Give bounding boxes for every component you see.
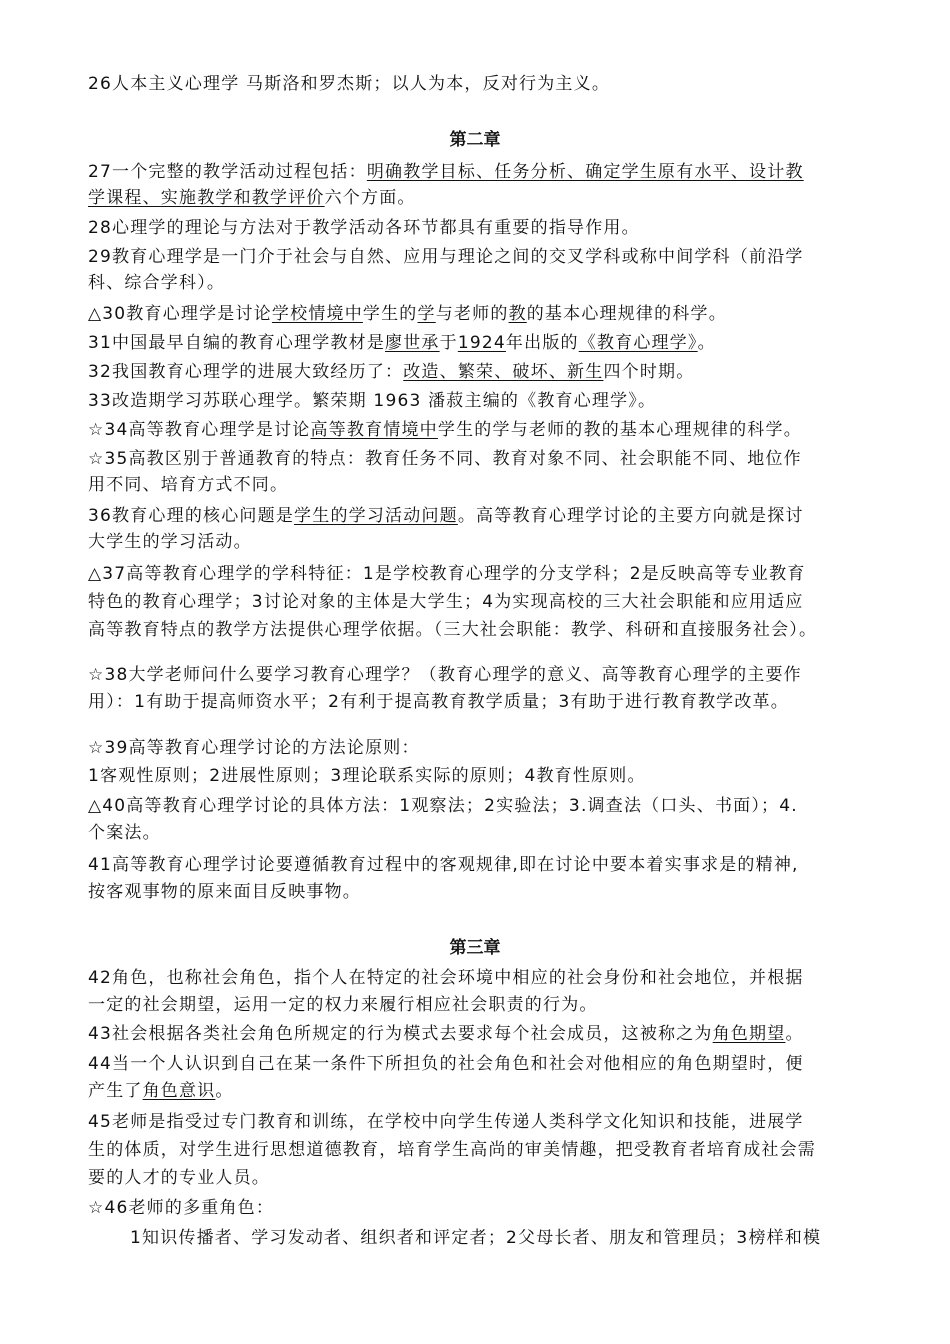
line-42a: 42角色，也称社会角色，指个人在特定的社会环境中相应的社会身份和社会地位，并根据 bbox=[88, 968, 804, 988]
line-45b: 生的体质，对学生进行思想道德教育，培育学生高尚的审美情趣，把受教育者培育成社会需 bbox=[88, 1140, 816, 1160]
line-43: 43社会根据各类社会角色所规定的行为模式去要求每个社会成员，这被称之为角色期望。 bbox=[88, 1024, 804, 1044]
line-33: 33改造期学习苏联心理学。繁荣期 1963 潘菽主编的《教育心理学》。 bbox=[88, 391, 657, 411]
line-40a: △40高等教育心理学讨论的具体方法：1观察法；2实验法；3.调查法（口头、书面）；4. bbox=[88, 796, 798, 816]
line-28: 28心理学的理论与方法对于教学活动各环节都具有重要的指导作用。 bbox=[88, 218, 640, 238]
line-29a: 29教育心理学是一门介于社会与自然、应用与理论之间的交叉学科或称中间学科（前沿学 bbox=[88, 247, 804, 267]
line-32: 32我国教育心理学的进展大致经历了：改造、繁荣、破坏、新生四个时期。 bbox=[88, 362, 695, 382]
chapter-3-heading: 第三章 bbox=[449, 938, 501, 958]
line-44a: 44当一个人认识到自己在某一条件下所担负的社会角色和社会对他相应的角色期望时，便 bbox=[88, 1054, 804, 1074]
line-35b: 用不同、培育方式不同。 bbox=[88, 475, 289, 495]
line-45c: 要的人才的专业人员。 bbox=[88, 1168, 270, 1188]
line-44b: 产生了角色意识。 bbox=[88, 1081, 234, 1101]
line-40b: 个案法。 bbox=[88, 823, 161, 843]
line-26: 26人本主义心理学 马斯洛和罗杰斯；以人为本，反对行为主义。 bbox=[88, 74, 611, 94]
line-41b: 按客观事物的原来面目反映事物。 bbox=[88, 882, 361, 902]
line-42b: 一定的社会期望，运用一定的权力来履行相应社会职责的行为。 bbox=[88, 995, 598, 1015]
line-27b: 学课程、实施教学和教学评价六个方面。 bbox=[88, 188, 416, 208]
line-36b: 大学生的学习活动。 bbox=[88, 532, 252, 552]
line-45a: 45老师是指受过专门教育和训练，在学校中向学生传递人类科学文化知识和技能，进展学 bbox=[88, 1112, 804, 1132]
line-37a: △37高等教育心理学的学科特征：1是学校教育心理学的分支学科；2是反映高等专业教育 bbox=[88, 564, 806, 584]
line-36a: 36教育心理的核心问题是学生的学习活动问题。高等教育心理学讨论的主要方向就是探讨 bbox=[88, 506, 804, 526]
line-37c: 高等教育特点的教学方法提供心理学依据。（三大社会职能：教学、科研和直接服务社会）。 bbox=[88, 620, 818, 640]
line-34: ☆34高等教育心理学是讨论高等教育情境中学生的学与老师的教的基本心理规律的科学。 bbox=[88, 420, 802, 440]
line-39a: ☆39高等教育心理学讨论的方法论原则： bbox=[88, 738, 420, 758]
line-46b: 1知识传播者、学习发动者、组织者和评定者；2父母长者、朋友和管理员；3榜样和模 bbox=[130, 1228, 822, 1248]
line-46a: ☆46老师的多重角色： bbox=[88, 1198, 275, 1218]
line-31: 31中国最早自编的教育心理学教材是廖世承于1924年出版的《教育心理学》。 bbox=[88, 333, 716, 353]
line-29b: 科、综合学科）。 bbox=[88, 273, 226, 293]
line-37b: 特色的教育心理学；3讨论对象的主体是大学生；4为实现高校的三大社会职能和应用适应 bbox=[88, 592, 804, 612]
line-35a: ☆35高教区别于普通教育的特点：教育任务不同、教育对象不同、社会职能不同、地位作 bbox=[88, 449, 802, 469]
line-30: △30教育心理学是讨论学校情境中学生的学与老师的教的基本心理规律的科学。 bbox=[88, 304, 727, 324]
line-27a: 27一个完整的教学活动过程包括：明确教学目标、任务分析、确定学生原有水平、设计教 bbox=[88, 162, 804, 182]
line-38a: ☆38大学老师问什么要学习教育心理学？（教育心理学的意义、高等教育心理学的主要作 bbox=[88, 665, 802, 685]
chapter-2-heading: 第二章 bbox=[449, 130, 501, 150]
line-38b: 用）：1有助于提高师资水平；2有利于提高教育教学质量；3有助于进行教育教学改革。 bbox=[88, 692, 789, 712]
line-39b: 1客观性原则；2进展性原则；3理论联系实际的原则；4教育性原则。 bbox=[88, 766, 646, 786]
line-41a: 41高等教育心理学讨论要遵循教育过程中的客观规律,即在讨论中要本着实事求是的精神, bbox=[88, 855, 799, 875]
